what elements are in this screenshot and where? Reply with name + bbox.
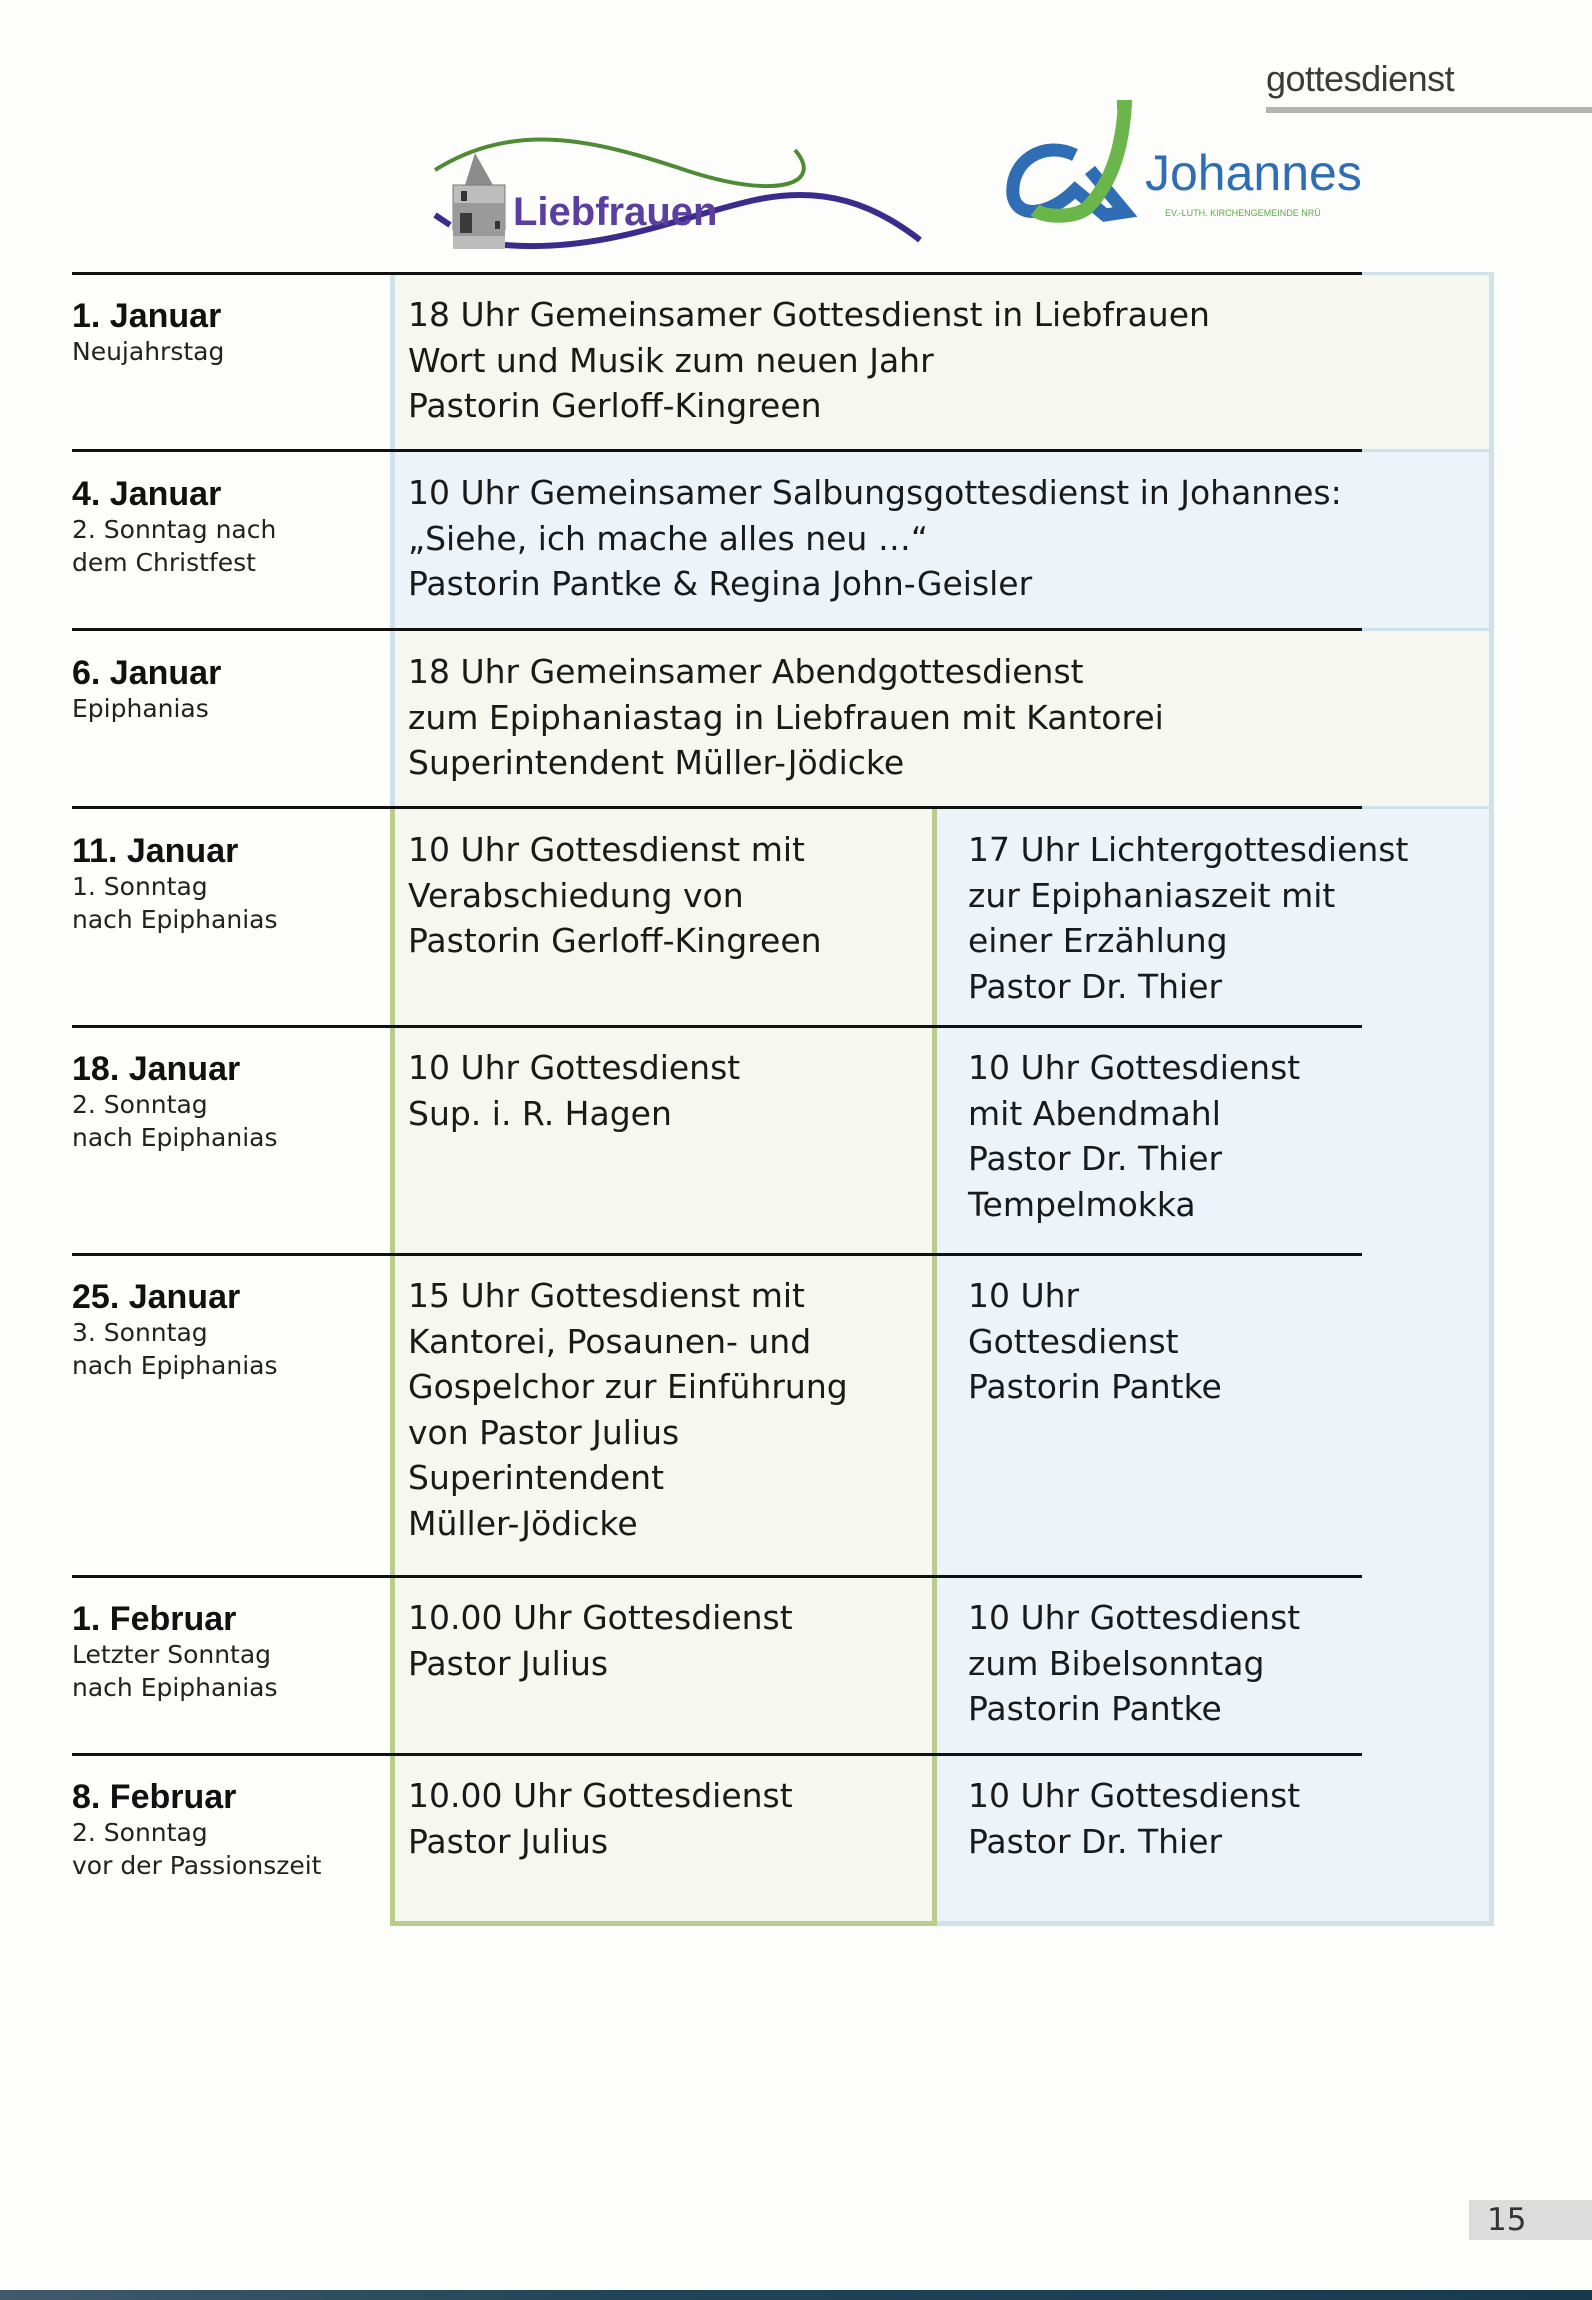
service-line: Gottesdienst [968, 1321, 1179, 1361]
date-label: 1. Januar [72, 297, 222, 335]
service-line: Pastorin Pantke [968, 1367, 1222, 1406]
occasion-label: nach Epiphanias [72, 1673, 278, 1702]
service-line: Pastorin Pantke & Regina John-Geisler [408, 564, 1033, 603]
bottom-bar [0, 2290, 1592, 2300]
service-line: Pastorin Gerloff-Kingreen [408, 386, 822, 425]
service-line: Pastor Dr. Thier [968, 1821, 1223, 1861]
service-line: Sup. i. R. Hagen [408, 1093, 672, 1133]
service-line: 10 Uhr [968, 1276, 1080, 1315]
occasion-label: nach Epiphanias [72, 1351, 278, 1380]
liebfrauen-logo-text: Liebfrauen [513, 190, 718, 234]
occasion-label: 2. Sonntag nach [72, 515, 277, 544]
service-line: Verabschiedung von [408, 875, 744, 915]
row-rule [72, 628, 1362, 631]
service-line: zum Epiphaniastag in Liebfrauen mit Kantorei [408, 697, 1164, 737]
service-line: 10 Uhr Gottesdienst [408, 1048, 741, 1087]
johannes-service [968, 827, 1408, 1009]
service-line: einer Erzählung [968, 921, 1228, 960]
occasion-label: Neujahrstag [72, 337, 225, 366]
row-rule [72, 1253, 1362, 1256]
date-cell [72, 297, 372, 368]
occasion-label: dem Christfest [72, 548, 256, 577]
johannes-service [968, 1773, 1300, 1864]
row-rule [72, 1753, 1362, 1756]
service-line: Superintendent [408, 1458, 665, 1497]
occasion-label: Epiphanias [72, 694, 209, 723]
service-line: 18 Uhr Gemeinsamer Gottesdienst in Liebfrauen [408, 295, 1210, 334]
date-label: 8. Februar [72, 1778, 237, 1816]
service-line: Pastor Dr. Thier [968, 966, 1223, 1006]
liebfrauen-logo [425, 125, 925, 255]
johannes-logo [1005, 100, 1385, 230]
liebfrauen-service [408, 827, 822, 964]
service-line: Wort und Musik zum neuen Jahr [408, 340, 934, 380]
occasion-label: 3. Sonntag [72, 1318, 208, 1347]
service-line: 10.00 Uhr Gottesdienst [408, 1776, 793, 1815]
service-line: mit Abendmahl [968, 1093, 1221, 1133]
service-line: zur Epiphaniaszeit mit [968, 875, 1336, 915]
row-rule [72, 1025, 1362, 1028]
liebfrauen-service [408, 1595, 793, 1686]
row-rule [72, 449, 1362, 452]
date-label: 18. Januar [72, 1050, 241, 1088]
date-cell [72, 1278, 372, 1382]
service-line: von Pastor Julius [408, 1412, 680, 1452]
church-tower-icon [453, 153, 505, 249]
joint-service [408, 649, 1164, 786]
service-line: zum Bibelsonntag [968, 1643, 1265, 1683]
service-line: 18 Uhr Gemeinsamer Abendgottesdienst [408, 652, 1084, 691]
occasion-label: Letzter Sonntag [72, 1640, 272, 1669]
row-rule-ext [1362, 628, 1494, 631]
johannes-logo-subtitle: EV.-LUTH. KIRCHENGEMEINDE NRÜ [1165, 208, 1321, 218]
date-label: 1. Februar [72, 1600, 237, 1638]
section-label: gottesdienst [1266, 58, 1455, 99]
service-line: 15 Uhr Gottesdienst mit [408, 1276, 805, 1315]
service-line: Müller-Jödicke [408, 1503, 638, 1543]
page-number-box [1469, 2200, 1592, 2240]
row-rule [72, 272, 1362, 275]
service-line: Kantorei, Posaunen- und [408, 1321, 812, 1361]
occasion-label: nach Epiphanias [72, 905, 278, 934]
service-line: 10 Uhr Gemeinsamer Salbungsgottesdienst in Johannes: [408, 473, 1342, 512]
service-line: Pastorin Pantke [968, 1689, 1222, 1728]
date-cell [72, 475, 372, 579]
service-line: Pastor Julius [408, 1643, 609, 1683]
service-line: Tempelmokka [968, 1184, 1196, 1224]
row-rule [72, 1575, 1362, 1578]
johannes-service [968, 1045, 1300, 1227]
joint-service [408, 292, 1210, 429]
johannes-service [968, 1595, 1300, 1732]
occasion-label: 1. Sonntag [72, 872, 208, 901]
date-cell [72, 1050, 372, 1154]
liebfrauen-service [408, 1773, 793, 1864]
date-label: 6. Januar [72, 654, 222, 692]
johannes-service [968, 1273, 1222, 1410]
row-rule-ext [1362, 449, 1494, 452]
occasion-label: 2. Sonntag [72, 1090, 208, 1119]
service-line: Pastorin Gerloff-Kingreen [408, 921, 822, 960]
row-rule-ext [1362, 806, 1494, 809]
row-rule-ext [1362, 272, 1494, 275]
service-line: Pastor Julius [408, 1821, 609, 1861]
service-line: Pastor Dr. Thier [968, 1139, 1223, 1178]
page-number: 15 [1487, 2202, 1527, 2238]
service-line: Gospelchor zur Einführung [408, 1367, 848, 1406]
service-line: 10.00 Uhr Gottesdienst [408, 1598, 793, 1637]
service-schedule-table [72, 272, 1494, 1926]
date-cell [72, 832, 372, 936]
date-cell [72, 1778, 372, 1882]
occasion-label: vor der Passionszeit [72, 1851, 322, 1880]
occasion-label: nach Epiphanias [72, 1123, 278, 1152]
service-line: Superintendent Müller-Jödicke [408, 743, 905, 782]
date-label: 4. Januar [72, 475, 222, 513]
date-label: 25. Januar [72, 1278, 241, 1316]
service-line: 10 Uhr Gottesdienst [968, 1048, 1301, 1087]
logo-wave-green [435, 140, 804, 187]
row-rule [72, 806, 1362, 809]
date-cell [72, 1600, 372, 1704]
service-line: 10 Uhr Gottesdienst [968, 1776, 1301, 1815]
liebfrauen-service [408, 1045, 740, 1136]
joint-service [408, 470, 1342, 607]
date-label: 11. Januar [72, 832, 239, 870]
service-line: 10 Uhr Gottesdienst [968, 1598, 1301, 1637]
service-line: „Siehe, ich mache alles neu …“ [408, 518, 928, 558]
liebfrauen-service [408, 1273, 848, 1546]
service-line: 10 Uhr Gottesdienst mit [408, 830, 805, 869]
johannes-logo-text: Johannes [1145, 145, 1362, 201]
date-cell [72, 654, 372, 725]
service-line: 17 Uhr Lichtergottesdienst [968, 830, 1409, 869]
occasion-label: 2. Sonntag [72, 1818, 208, 1847]
